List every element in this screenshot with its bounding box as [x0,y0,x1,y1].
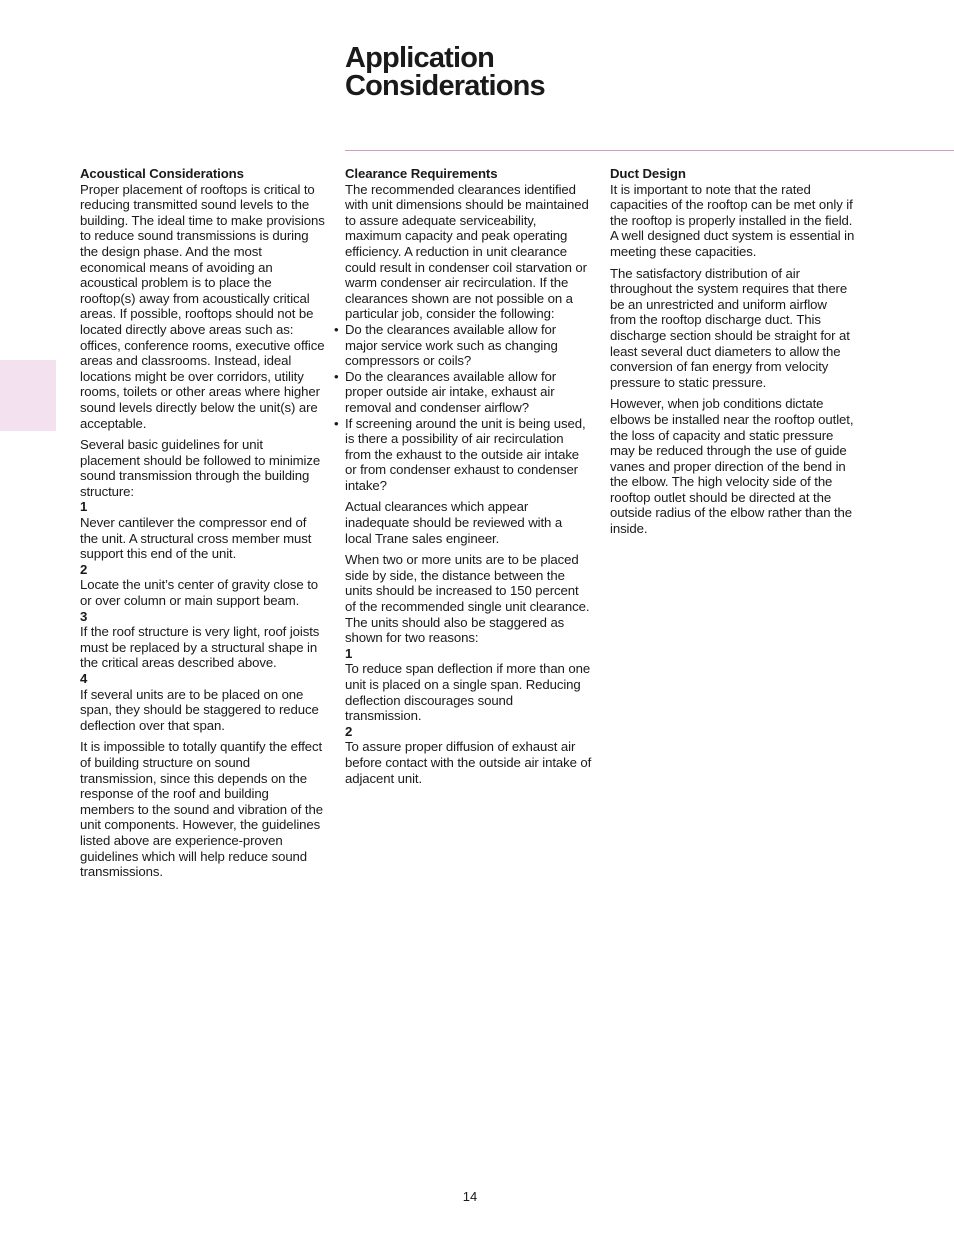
guideline-item [80,671,325,733]
guideline-number: 3 [80,608,88,624]
guideline-number: 2 [80,561,88,577]
clearance-reasons [345,646,592,786]
clearance-paragraph-2: Actual clearances which appear inadequate should be reviewed with a local Trane sales engineer. [345,499,563,546]
guideline-item [80,499,325,561]
guideline-number: 1 [80,499,88,515]
duct-paragraph-1: It is important to note that the rated capacities of the rooftop can be met only if the rooftop is properly installed in the field. A well designed duct system is essential in meeting these capacities. [610,181,855,259]
checklist-item-text: Do the clearances available allow for proper outside air intake, exhaust air removal and condenser airflow? [345,368,557,415]
duct-heading: Duct Design [610,166,686,181]
guideline-number: 4 [80,671,88,686]
duct-paragraph-3: However, when job conditions dictate elbows be installed near the rooftop outlet, the loss of capacity and static pressure may be reduced through the use of guide vanes and proper direction of the bend in the elbow. The high velocity side of the rooftop outlet should be directed at the outside radius of the elbow rather than the inside. [610,396,854,537]
guideline-item [80,609,325,671]
checklist-item [334,415,592,494]
acoustical-paragraph-1: Proper placement of rooftops is critical to reducing transmitted sound levels to the building. The ideal time to make provisions to reduce sound transmissions is during the design phase. And the most economical means of avoiding an acoustical problem is to place the rooftop(s) away from acoustically critical areas. If possible, rooftops should not be located directly above areas such as: offices, conference rooms, executive office areas and classrooms. Instead, ideal locations might be over corridors, utility rooms, toilets or other areas where higher sound levels directly below the unit(s) are acceptable. [80,181,325,431]
reason-item [345,724,592,786]
acoustical-heading: Acoustical Considerations [80,166,244,181]
reason-item [345,646,592,724]
guideline-text: Locate the unit’s center of gravity close to or over column or main support beam. [80,577,318,609]
reason-number: 1 [345,645,353,661]
guideline-text: Never cantilever the compressor end of the unit. A structural cross member must support this end of the unit. [80,515,312,562]
acoustical-guidelines [80,499,325,733]
clearance-paragraph-3: When two or more units are to be placed side by side, the distance between the units should be increased to 150 percent of the recommended single unit clearance. The units should also be staggered as shown for two reasons: [345,552,590,646]
clearance-checklist [334,321,592,494]
column-acoustical [80,166,325,886]
clearance-heading: Clearance Requirements [345,166,498,181]
reason-text: To reduce span deflection if more than one unit is placed on a single span. Reducing deflection discourages sound transmission. [345,661,591,724]
page-title-line-1: Application [345,42,495,74]
bullet-icon: • [334,368,339,384]
page-number: 14 [462,1189,478,1204]
checklist-item [334,368,592,416]
page-title-line-2: Considerations [345,70,545,102]
reason-number: 2 [345,723,353,739]
bullet-icon: • [334,321,339,337]
header-divider [345,150,954,151]
column-duct-design [610,166,855,543]
page-title [345,44,545,100]
checklist-item-text: If screening around the unit is being used, is there a possibility of air recirculation from the exhaust to the outside air intake or from condenser exhaust to condenser intake? [345,415,586,493]
guideline-item [80,562,325,609]
section-side-tab [0,360,56,431]
column-clearance [334,166,592,792]
acoustical-paragraph-2: Several basic guidelines for unit placement should be followed to minimize sound transmission through the building structure: [80,437,321,499]
bullet-icon: • [334,415,339,431]
clearance-paragraph-1: The recommended clearances identified with unit dimensions should be maintained to assure adequate serviceability, maximum capacity and peak operating efficiency. A reduction in unit clearance could result in condenser coil starvation or warm condenser air recirculation. If the clearances shown are not possible on a particular job, consider the following: [345,181,589,322]
guideline-text: If the roof structure is very light, roof joists must be replaced by a structural shape in the critical areas described above. [80,624,320,671]
guideline-text: If several units are to be placed on one span, they should be staggered to reduce deflection over that span. [80,686,319,733]
checklist-item-text: Do the clearances available allow for major service work such as changing compressors or coils? [345,321,558,369]
checklist-item [334,321,592,369]
reason-text: To assure proper diffusion of exhaust air before contact with the outside air intake of adjacent unit. [345,739,592,786]
acoustical-paragraph-3: It is impossible to totally quantify the effect of building structure on sound transmission, since this depends on the response of the roof and building members to the sound and vibration of the unit components. However, the guidelines listed above are experience-proven guidelines which will help reduce sound transmissions. [80,739,323,880]
duct-paragraph-2: The satisfactory distribution of air throughout the system requires that there be an unrestricted and uniform airflow from the rooftop discharge duct. This discharge section should be straight for at least several duct diameters to allow the conversion of fan energy from velocity pressure to static pressure. [610,265,850,390]
